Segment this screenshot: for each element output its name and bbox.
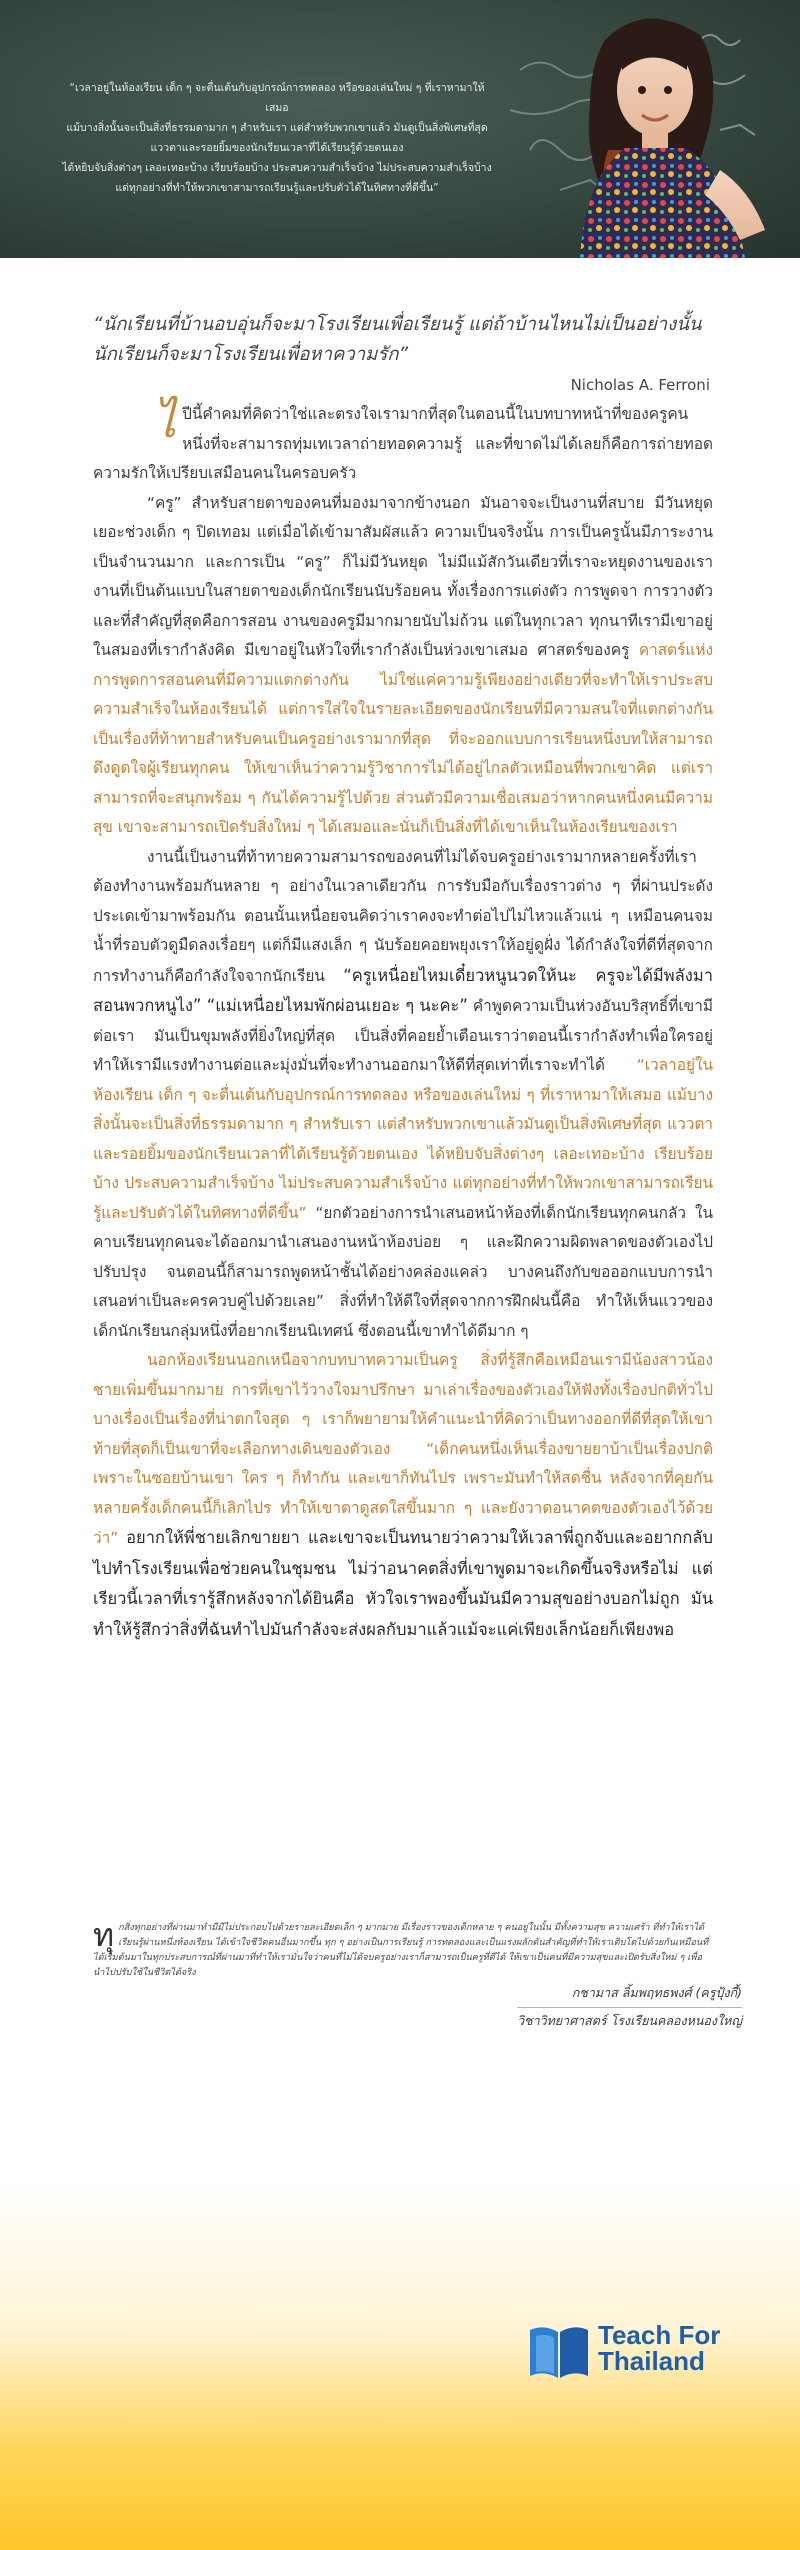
author-subject: วิชาวิทยาศาสตร์ โรงเรียนคลองหนองใหญ่ xyxy=(517,2013,742,2028)
teacher-portrait-photo xyxy=(550,0,800,258)
logo-line: Teach For xyxy=(598,2320,721,2350)
author-signature xyxy=(517,1980,742,2033)
paragraph-text: คำพูดความเป็นห่วงอันบริสุทธิ์ที่เขามีต่อเรา มันเป็นขุมพลังที่ยิ่งใหญ่ที่สุด เป็นสิ่งที่คอยย้ำเตือนเราว่าตอนนี้เรากำลังทำเพื่อใครอยู่ ทำให้เรามีแรงทำงานต่อและมุ่งมั่นที่จะทำงานออกมาให้ดีที่สุดเท่าที่เราจะทำได้ xyxy=(93,997,713,1074)
paragraph-text: งานนี้เป็นงานที่ท้าทายความสามารถของคนที่ไม่ได้จบครูอย่างเรามากหลายครั้งที่เราต้องทำงานพร้อมกันหลาย ๆ อย่างในเวลาเดียวกัน การรับมือกับเรื่องราวต่าง ๆ ที่ผ่านประดังประเดเข้ามาพร้อมกัน ตอนนั้นเหนื่อยจนคิดว่าเราคงจะทำต่อไปไม่ไหวแล้วแน่ ๆ เหมือนคนจมน้ำที่รอบตัวดูมืดลงเรื่อยๆ แต่ก็มีแสงเล็ก ๆ นับร้อยคอยพยุงเราให้อยู่ดูฝั่ง ได้กำลังใจที่ดีที่สุดจากการทำงานก็คือกำลังใจจากนักเรียน xyxy=(93,847,713,985)
header-quote xyxy=(62,78,492,198)
paragraph xyxy=(93,843,713,1347)
teach-for-thailand-logo xyxy=(528,2318,748,2382)
paragraph-text: “ยกตัวอย่างการนำเสนอหน้าห้องที่เด็กนักเรียนทุกคนกลัว ในคาบเรียนทุกคนจะได้ออกมานำเสนองานหน้าห้องบ่อย ๆ และฝึกความผิดพลาดของตัวเองไปปรับปรุง จนตอนนี้ก็สามารถพูดหน้าชั้นได้อย่างคล่องแคล่ว บางคนถึงกับขอออกแบบการนำเสนอท่าเป็นละครควบคู่ไปด้วยเลย” สิ่งที่ทำให้ดีใจที่สุดจากการฝึกฝนนี้คือ ทำให้เห็นแววของเด็กนักเรียนกลุ่มหนึ่งที่อยากเรียนนิเทศน์ ซึ่งตอนนี้เขาทำได้ดีมาก ๆ xyxy=(93,1203,713,1340)
header-quote-line: แต่ทุกอย่างที่ทำให้พวกเขาสามารถเรียนรู้และปรับตัวได้ในทิศทางที่ดีขึ้น” xyxy=(115,182,439,194)
highlighted-text: คาสตร์แห่งการพูดการสอนคนที่มีความแตกต่างกัน ไม่ใช่แค่ความรู้เพียงอย่างเดียวที่จะทำให้เราประสบความสำเร็จในห้องเรียนได้ แต่การใส่ใจในรายละเอียดของนักเรียนที่มีความสนใจที่แตกต่างกันเป็นเรื่องที่ท้าทายสำหรับคนเป็นครูอย่างเรามากที่สุด ที่จะออกแบบการเรียนหนึ่งบทให้สามารถดึงดูดใจผู้เรียนทุกคน ให้เขาเห็นว่าความรู้วิชาการไม่ได้อยู่ไกลตัวเหมือนที่พวกเขาคิด แต่เราสามารถที่จะสนุกพร้อม ๆ กันได้ความรู้ไปด้วย ส่วนตัวมีความเชื่อเสมอว่าหากคนหนึ่งคนมีความสุข เขาจะสามารถเปิดรับสิ่งใหม่ ๆ ได้เสมอและนั่นก็เป็นสิ่งที่ได้เขาเห็นในห้องเรียนของเรา xyxy=(93,641,713,836)
quote-author: Nicholas A. Ferroni xyxy=(570,376,710,394)
paragraph xyxy=(93,489,713,843)
main-quote-line: “นักเรียนที่บ้านอบอุ่นก็จะมาโรงเรียนเพื่อเรียนรู้ แต่ถ้าบ้านไหนไม่เป็นอย่างนั้น xyxy=(93,314,702,335)
logo-text xyxy=(598,2322,720,2374)
paragraph xyxy=(93,394,713,489)
paragraph-text: ปีนี้คำคมที่คิดว่าใช่และตรงใจเรามากที่สุดในตอนนี้ในบทบาทหน้าที่ของครูคนหนึ่งที่จะสามารถทุ่มเทเวลาถ่ายทอดความรู้ และที่ขาดไม่ได้เลยก็คือการถ่ายทอดความรักให้เปรียบเสมือนคนในครอบครัว xyxy=(93,405,713,482)
header-quote-line: แววตาและรอยยิ้มของนักเรียนเวลาที่ได้เรียนรู้ด้วยตนเอง xyxy=(150,142,404,154)
paragraph xyxy=(93,1346,713,1645)
highlighted-text: “เวลาอยู่ในห้องเรียน เด็ก ๆ จะตื่นเต้นกับอุปกรณ์การทดลอง หรือของเล่นใหม่ ๆ ที่เราหามาให้เสมอ แม้บางสิ่งนั้นจะเป็นสิ่งที่ธรรมดามาก ๆ สำหรับเรา แต่สำหรับพวกเขาแล้วมันดูเป็นสิ่งพิเศษที่สุด แววตาและรอยยิ้มของนักเรียนเวลาที่ได้เรียนรู้ด้วยตนเอง ได้หยิบจับสิ่งต่างๆ เลอะเทอะบ้าง เรียบร้อยบ้าง ประสบความสำเร็จบ้าง ไม่ประสบความสำเร็จบ้าง แต่ทุกอย่างที่ทำให้พวกเขาสามารถเรียนรู้และปรับตัวได้ในทิศทางที่ดีขึ้น” xyxy=(93,1056,713,1222)
logo-line: Thailand xyxy=(598,2346,705,2376)
paragraph-text-large: อยากให้พี่ชายเลิกขายยา และเขาจะเป็นทนายว่าความให้เวลาพี่ถูกจับและอยากกลับไปทำโรงเรียนเพื่อช่วยคนในชุมชน ไม่ว่าอนาคตสิ่งที่เขาพูดมาจะเกิดขึ้นจริงหรือไม่ แต่เรียวนี้เวลาที่เรารู้สึกหลังจากได้ยินคือ หัวใจเราพองขึ้นมันมีความสุขอย่างบอกไม่ถูก มันทำให้รู้สึกว่าสิ่งที่ฉันทำไปมันกำลังจะส่งผลกับมาแล้วแม้จะแค่เพียงเล็กน้อยก็เพียงพอ xyxy=(93,1528,713,1639)
header-quote-line: ได้หยิบจับสิ่งต่างๆ เลอะเทอะบ้าง เรียบร้อยบ้าง ประสบความสำเร็จบ้าง ไม่ประสบความสำเร็จบ้าง xyxy=(62,162,492,174)
note-drop-cap: ทุ xyxy=(93,1916,115,1954)
main-quote-line: นักเรียนก็จะมาโรงเรียนเพื่อหาความรัก” xyxy=(93,344,409,365)
header-quote-line: แม้บางสิ่งนั้นจะเป็นสิ่งที่ธรรมดามาก ๆ สำหรับเรา แต่สำหรับพวกเขาแล้ว มันดูเป็นสิ่งพิเศษที่สุด xyxy=(66,122,488,134)
article-body xyxy=(93,394,713,1645)
author-name: กชามาส ลิ้มพฤทธพงศ์ (ครูปุ้งกี้) xyxy=(517,1980,742,2008)
paragraph-text: “ครู” สำหรับสายตาของคนที่มองมาจากข้างนอก มันอาจจะเป็นงานที่สบาย มีวันหยุดเยอะช่วงเด็ก ๆ ปิดเทอม แต่เมื่อได้เข้ามาสัมผัสแล้ว ความเป็นจริงนั้น การเป็นครูนั้นมีภาระงานเป็นจำนวนมาก และการเป็น “ครู” ก็ไม่มีวันหยุด ไม่มีแม้สักวันเดียวที่เราจะหยุดงานของเรา งานที่เป็นต้นแบบในสายตาของเด็กนักเรียนนับร้อยคน ทั้งเรื่องการแต่งตัว การพูดจา การวางตัว และที่สำคัญที่สุดคือการสอน งานของครูมีมากมายนับไม่ถ้วน แต่ในทุกเวลา ทุกนาทีเรามีเขาอยู่ในสมองที่เรากำลังคิด มีเขาอยู่ในหัวใจที่เรากำลังเป็นห่วงเขาเสมอ ศาสตร์ของครู xyxy=(93,493,713,659)
drop-cap: ไ xyxy=(153,394,177,448)
main-quote xyxy=(93,310,705,370)
student-quote: “ครูเหนื่อยไหมเดี๋ยวหนูนวดให้นะ ครูจะได้มีพลังมาสอนพวกหนูไง” “แม่เหนื่อยไหมพักผ่อนเยอะ ๆ นะคะ” xyxy=(93,965,713,1015)
closing-note xyxy=(93,1916,713,1980)
note-text: กสิ่งทุกอย่างที่ผ่านมาทำมีมีไม่ประกอบไปด้วยรายละเอียดเล็ก ๆ มากมาย มีเรื่องราวของเด็กหลาย ๆ คนอยู่ในนั้น มีทั้งความสุข ความเศร้า ที่ทำให้เราได้เรียนรู้ผ่านหนึ่งห้องเรียน ได้เข้าใจชีวิตคนอื่นมากขึ้น ทุก ๆ อย่างเป็นการเรียนรู้ การทดลองและเป็นแรงผลักดันสำคัญที่ทำให้เราเติบโตไปด้วยกันเหมือนที่ได้เริ่มต้นมาในทุกประสบการณ์ที่ผ่านมาที่ทำให้เรามั่นใจว่าคนที่ไม่ได้จบครูอย่างเราก็สามารถเป็นครูที่ดีได้ ให้เขาเป็นคนที่มีความสุขและเปิดรับสิ่งใหม่ ๆ เพื่อนำไปปรับใช้ในชีวิตได้จริง xyxy=(93,1922,709,1978)
book-icon xyxy=(528,2322,590,2380)
header-banner xyxy=(0,0,800,258)
header-quote-line: “เวลาอยู่ในห้องเรียน เด็ก ๆ จะตื่นเต้นกับอุปกรณ์การทดลอง หรือของเล่นใหม่ ๆ ที่เราหามาให้เสมอ xyxy=(69,82,485,114)
highlighted-text: นอกห้องเรียนนอกเหนือจากบทบาทความเป็นครู สิ่งที่รู้สึกคือเหมือนเรามีน้องสาวน้องชายเพิ่มขึ้นมากมาย การที่เขาไว้วางใจมาปรึกษา มาเล่าเรื่องของตัวเองให้ฟังทั้งเรื่องปกติทั่วไป บางเรื่องเป็นเรื่องที่น่าตกใจสุด ๆ เราก็พยายามให้คำแนะนำที่คิดว่าเป็นทางออกที่ดีที่สุดให้เขา ท้ายที่สุดก็เป็นเขาที่จะเลือกทางเดินของตัวเอง “เด็กคนหนึ่งเห็นเรื่องขายยาบ้าเป็นเรื่องปกติ เพราะในซอยบ้านเขา ใคร ๆ ก็ทำกัน และเขาก็ทันไปร เพราะมันทำให้สดชื่น หลังจากที่คุยกันหลายครั้งเด็กคนนี้ก็เลิกไปร ทำให้เขาตาดูสดใสขึ้นมาก ๆ และยังวาดอนาคตของตัวเองไว้ด้วยว่า” xyxy=(93,1351,713,1547)
